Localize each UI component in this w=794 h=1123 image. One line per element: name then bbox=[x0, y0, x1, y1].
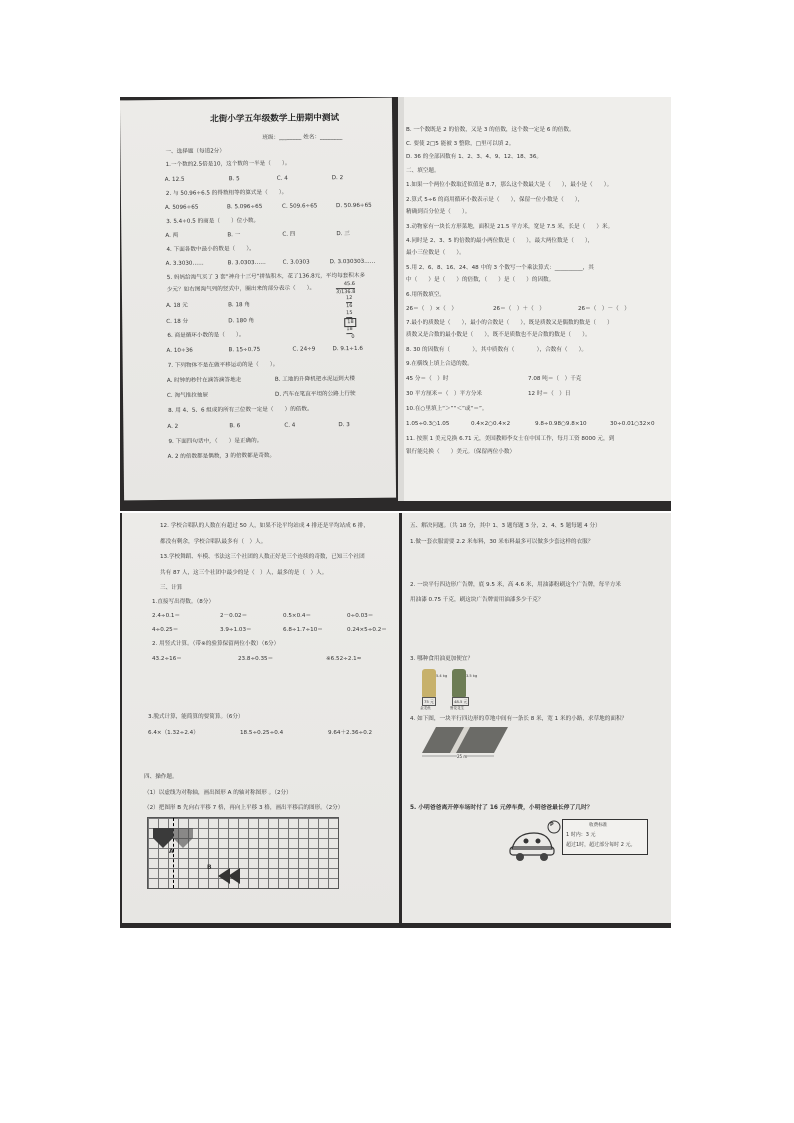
q6-option-d: D. 9.1÷1.6 bbox=[332, 345, 363, 353]
question-2: 2. 与 50.96÷6.5 的得数相等的算式是（ ）。 bbox=[165, 189, 288, 197]
question-9: 9. 下面四句话中，（ ）是正确的。 bbox=[168, 437, 263, 445]
q5-option-d: D. 180 角 bbox=[228, 318, 255, 325]
calc-2-item-1: 43.2÷16＝ bbox=[152, 656, 182, 662]
q1-option-a: A. 12.5 bbox=[164, 176, 185, 183]
q6-option-c: C. 24÷9 bbox=[292, 346, 316, 353]
q5-option-a: A. 18 元 bbox=[166, 302, 188, 309]
calc-3: 3.脱式计算，能简算的要简算。（6分） bbox=[148, 714, 244, 720]
fill-4-line1: 4.同时是 2、3、5 的倍数的最小两位数是（ ），最大两位数是（ ）， bbox=[406, 238, 594, 244]
page1-left-sheet bbox=[120, 98, 396, 501]
car-eye-left bbox=[524, 839, 529, 844]
oil-1-size: 5.4 kg bbox=[436, 674, 448, 678]
q6-option-b: B. 15÷0.75 bbox=[228, 346, 261, 354]
calc-2-item-2: 23.8÷0.35＝ bbox=[238, 656, 274, 662]
calc-1: 1.直接写出得数。（8分） bbox=[152, 599, 215, 605]
q8-option-b: B. 6 bbox=[229, 423, 241, 430]
figure-a-reflection bbox=[173, 828, 193, 848]
section-choice: 一、选择题（每道2分） bbox=[165, 148, 225, 155]
calc-1-item-3: 0.5×0.4＝ bbox=[283, 613, 312, 619]
fill-12-line2: 都没有剩余，学校合唱队最多有（ ）人。 bbox=[160, 539, 267, 545]
q3-option-d: D. 三 bbox=[336, 231, 350, 238]
page2-right-sheet bbox=[402, 513, 671, 923]
exam-photo-page1 bbox=[120, 97, 671, 511]
division-remainder: 0 bbox=[351, 333, 355, 341]
q5-option-c: C. 18 分 bbox=[166, 318, 189, 325]
fill-6: 6.用所数填空。 bbox=[406, 292, 445, 298]
oil-1-price: 75 元 bbox=[424, 699, 434, 704]
calc-2-item-3: ※6.52÷2.1≈ bbox=[326, 656, 362, 662]
operate-2: （2）把图形 B 先向右平移 7 格，再向上平移 3 格，画出平移后的图形。（2分） bbox=[144, 805, 344, 811]
fill-10-item-4: 30÷0.01○32×0 bbox=[610, 421, 655, 427]
q7-option-a: A. 时钟的秒针在滴答滴答地走 bbox=[166, 377, 242, 384]
figure-shapes bbox=[148, 818, 338, 888]
parking-fee-board bbox=[562, 819, 648, 855]
oil-bottle-2 bbox=[452, 669, 466, 697]
section-fill: 二、填空题。 bbox=[406, 168, 440, 174]
figure-a-label: A bbox=[169, 848, 174, 855]
fill-13-line1: 13.学校舞蹈、车模、书法这三个社团的人数正好是三个连续的奇数，已知三个社团 bbox=[160, 554, 365, 560]
q2-option-d: D. 50.96÷65 bbox=[336, 202, 372, 210]
problem-1: 1.做一套衣服需要 2.2 米布料，30 米布料最多可以做多少套这样的衣服？ bbox=[410, 539, 594, 545]
question-7: 7. 下列物体不是在做平移运动的是（ ）。 bbox=[167, 361, 279, 369]
oil-2-name: 鲁花花生 bbox=[450, 706, 465, 710]
page1-right-sheet bbox=[398, 97, 671, 501]
fill-9-item-1: 45 分＝（ ）时 bbox=[406, 376, 449, 382]
q1-option-c: C. 4 bbox=[276, 175, 288, 182]
fill-9: 9.在横线上填上合适的数。 bbox=[406, 361, 473, 367]
q2-option-a: A. 5096÷65 bbox=[165, 204, 199, 211]
fill-5-line2: 中（ ）是（ ）的倍数，（ ）是（ ）的因数。 bbox=[406, 277, 555, 283]
calc-3-item-1: 6.4×（1.32÷2.4） bbox=[148, 730, 199, 736]
fee-line-1: 1 时内：3 元 bbox=[566, 832, 596, 838]
oil-1-name: 金龙鱼 bbox=[420, 706, 431, 710]
calc-1-item-7: 6.8÷1.7÷10＝ bbox=[283, 627, 323, 633]
division-step-3: 15 bbox=[346, 310, 353, 317]
q3-option-b: B. 一 bbox=[227, 232, 241, 239]
fill-9-item-2: 7.08 吨＝（ ）千克 bbox=[528, 376, 582, 382]
calc-1-item-1: 2.4÷0.1＝ bbox=[152, 613, 181, 619]
car-wheel-back bbox=[540, 853, 548, 861]
problem-2-line1: 2. 一块平行四边形广告牌，底 9.5 米，高 4.6 米，用油漆粉刷这个广告牌，每平方米 bbox=[410, 582, 622, 588]
division-dividend: 3)136.8 bbox=[335, 288, 356, 296]
fill-2-line2: 精确到百分位是（ ）。 bbox=[406, 209, 471, 215]
fill-13-line2: 共有 87 人，这三个社团中最少的是（ ）人，最多的是（ ）人。 bbox=[160, 570, 328, 576]
question-3: 3. 5.4÷0.5 的商是（ ）位小数。 bbox=[166, 217, 260, 225]
division-quotient: 45.6 bbox=[343, 280, 356, 288]
fill-10-item-3: 9.8÷0.98○9.8×10 bbox=[535, 421, 587, 427]
operate-1: （1）以虚线为对称轴，画出图形 A 的轴对称图形 。（2分） bbox=[144, 790, 292, 796]
car-illustration bbox=[506, 819, 566, 863]
fill-8: 8. 30 的因数有（ ），其中质数有（ ），合数有（ ）。 bbox=[406, 347, 588, 353]
problem-2-line2: 用油漆 0.75 千克，刷这块广告牌需用油漆多少千克？ bbox=[410, 597, 544, 603]
fill-10-item-1: 1.05÷0.3○1.05 bbox=[406, 421, 450, 427]
q4-option-c: C. 3.0303 bbox=[282, 259, 310, 266]
fill-9-item-4: 12 时＝（ ）日 bbox=[528, 391, 571, 397]
q9-option-d: D. 36 的全部因数有 1、2、3、4、9、12、18、36。 bbox=[406, 154, 542, 160]
oil-bottle-1 bbox=[422, 669, 436, 697]
fill-6-item-3: 26＝（ ）－（ ） bbox=[578, 306, 630, 312]
car-eye-right bbox=[536, 839, 541, 844]
fill-6-item-1: 26＝（ ）×（ ） bbox=[406, 306, 457, 312]
fill-5-line1: 5.用 2、6、8、16、24、48 中的 3 个数写一个乘法算式：__________，其 bbox=[406, 265, 594, 271]
division-circled-part: 18 bbox=[344, 318, 356, 327]
figure-b-label: B bbox=[207, 864, 212, 871]
binding-shadow bbox=[398, 97, 404, 501]
calc-2: 2. 用竖式计算。（带※的验算保留两位小数）（6分） bbox=[152, 641, 280, 647]
q4-option-d: D. 3.030303…… bbox=[329, 258, 376, 266]
calc-1-item-5: 4÷0.25＝ bbox=[152, 627, 179, 633]
exam-photo-page2 bbox=[120, 513, 671, 928]
q5-option-b: B. 18 角 bbox=[228, 302, 250, 309]
section-operate: 四、操作题。 bbox=[144, 774, 178, 780]
q1-option-d: D. 2 bbox=[331, 175, 344, 182]
fill-11-line2: 银行能兑换（ ）美元。（保留两位小数） bbox=[406, 449, 516, 455]
fill-1: 1.如果一个两位小数取近似值是 8.7，那么这个数最大是（ ），最小是（ ）。 bbox=[406, 182, 613, 188]
question-8: 8. 用 4、5、6 组成的所有三位数一定是（ ）的倍数。 bbox=[168, 406, 313, 414]
q6-option-a: A. 10÷36 bbox=[166, 347, 193, 354]
long-division-figure bbox=[334, 281, 365, 343]
class-name-line: 班级：________ 姓名：________ bbox=[262, 134, 343, 141]
q2-option-b: B. 5.096÷65 bbox=[227, 203, 263, 211]
q7-option-c: C. 淘气推拉抽屉 bbox=[166, 392, 209, 399]
section-problems: 五、解决问题。（共 18 分，其中 1、3 题每题 3 分，2、4、5 题每题 4 分） bbox=[410, 523, 601, 529]
problem-5: 5. 小明爸爸离开停车场时付了 16 元停车费，小明爸爸最长停了几时？ bbox=[410, 805, 593, 811]
q2-option-c: C. 509.6÷65 bbox=[282, 203, 318, 210]
fill-10: 10.在○里填上“＞”“＜”或“＝”。 bbox=[406, 406, 488, 412]
fill-11-line1: 11. 按照 1 美元兑换 6.71 元，美国教师李女士在中国工作，每月工资 8000 元，到 bbox=[406, 436, 615, 442]
oil-2-price: 48.5 元 bbox=[454, 699, 468, 704]
question-5-line2: 少元？如右图淘气列的竖式中，圈出来的部分表示（ ）。 bbox=[166, 285, 316, 293]
fill-6-item-2: 26＝（ ）＋（ ） bbox=[493, 306, 545, 312]
car-wheel-front bbox=[516, 853, 524, 861]
calc-3-item-2: 18.5÷0.25÷0.4 bbox=[240, 730, 284, 736]
division-step-1: 12 bbox=[345, 295, 353, 302]
figure-a-shape bbox=[153, 828, 173, 848]
fill-3: 3.动物家有一块长方形菜地，面积是 21.5 平方米，宽是 7.5 米，长是（ ）米。 bbox=[406, 224, 614, 230]
fill-2-line1: 2.算式 5÷6 的商用循环小数表示是（ ），保留一位小数是（ ）， bbox=[406, 197, 584, 203]
q7-option-d: D. 汽车在笔直平坦的公路上行驶 bbox=[274, 390, 356, 398]
fill-10-item-2: 0.4×2○0.4×2 bbox=[471, 421, 511, 427]
q1-option-b: B. 5 bbox=[228, 176, 240, 183]
q7-option-b: B. 工地的升降机把水泥运到大楼 bbox=[274, 375, 355, 383]
q9-option-a: A. 2 的倍数都是偶数，3 的倍数都是奇数。 bbox=[167, 452, 276, 460]
fill-12-line1: 12. 学校合唱队的人数在有超过 50 人，如果不论平均站成 4 排还是平均站成 6 排， bbox=[160, 523, 369, 529]
exam-title: 北街小学五年级数学上册期中测试 bbox=[210, 113, 340, 125]
parking-sign-letter: P bbox=[550, 822, 554, 828]
fee-board-title: 收费标准 bbox=[589, 823, 608, 828]
oil-bottles-figure bbox=[420, 669, 480, 711]
calc-1-item-6: 3.9÷1.03＝ bbox=[220, 627, 252, 633]
operation-grid bbox=[147, 817, 339, 889]
division-step-5: 18 bbox=[346, 326, 353, 333]
oil-2-size: 3.5 kg bbox=[466, 674, 478, 678]
q4-option-a: A. 3.3030…… bbox=[165, 260, 204, 267]
calc-1-item-4: 0÷0.03＝ bbox=[347, 613, 374, 619]
q8-option-c: C. 4 bbox=[284, 422, 296, 429]
calc-1-item-2: 2－0.02＝ bbox=[220, 613, 248, 619]
question-5-line1: 5. 妈妈给淘气买了 3 套“神舟十三号”拼装积木，花了136.8元，平均每套积木多 bbox=[166, 272, 366, 281]
q3-option-a: A. 两 bbox=[165, 232, 179, 239]
q9-option-c: C. 要使 2□5 能被 3 整除，□里可以填 2。 bbox=[406, 141, 515, 147]
car-bumper bbox=[510, 847, 554, 855]
question-1: 1.一个数的2.5倍是10，这个数的一半是（ ）。 bbox=[165, 160, 291, 168]
calc-3-item-3: 9.64＋2.36÷0.2 bbox=[328, 730, 373, 736]
calc-1-item-8: 0.24×5÷0.2＝ bbox=[347, 627, 387, 633]
division-step-2: 16 bbox=[346, 303, 353, 310]
fill-7-line2: 质数又是合数的最小数是（ ），既不是质数也不是合数的数是（ ）。 bbox=[406, 332, 591, 338]
q3-option-c: C. 四 bbox=[282, 231, 296, 238]
q8-option-a: A. 2 bbox=[167, 423, 179, 430]
page2-left-sheet bbox=[122, 513, 399, 923]
fill-4-line2: 最小三位数是（ ）。 bbox=[406, 250, 465, 256]
problem-4: 4. 如下图，一块平行四边形的草地中间有一条长 8 米，宽 1 米的小路，求草地的面积？ bbox=[410, 716, 628, 722]
fill-7-line1: 7.最小的质数是（ ），最小的合数是（ ），既是质数又是偶数的数是（ ） bbox=[406, 320, 613, 326]
section-calc: 三、计算 bbox=[160, 585, 183, 591]
q4-option-b: B. 3.0303…… bbox=[227, 259, 266, 267]
fill-9-item-3: 30 平方厘米＝（ ）平方分米 bbox=[406, 391, 483, 397]
fee-line-2: 超过1时，超过部分每时 2 元。 bbox=[566, 842, 636, 848]
question-4: 4. 下面各数中最小的数是（ ）。 bbox=[166, 246, 255, 253]
question-6: 6. 商是循环小数的是（ ）。 bbox=[167, 332, 245, 339]
q9-option-b: B. 一个数既是 2 的倍数，又是 3 的倍数，这个数一定是 6 的倍数。 bbox=[406, 127, 575, 133]
field-length-label: 25 m bbox=[457, 754, 468, 759]
q8-option-d: D. 3 bbox=[338, 422, 350, 429]
problem-3: 3. 哪种食用油更加便宜？ bbox=[410, 656, 474, 662]
